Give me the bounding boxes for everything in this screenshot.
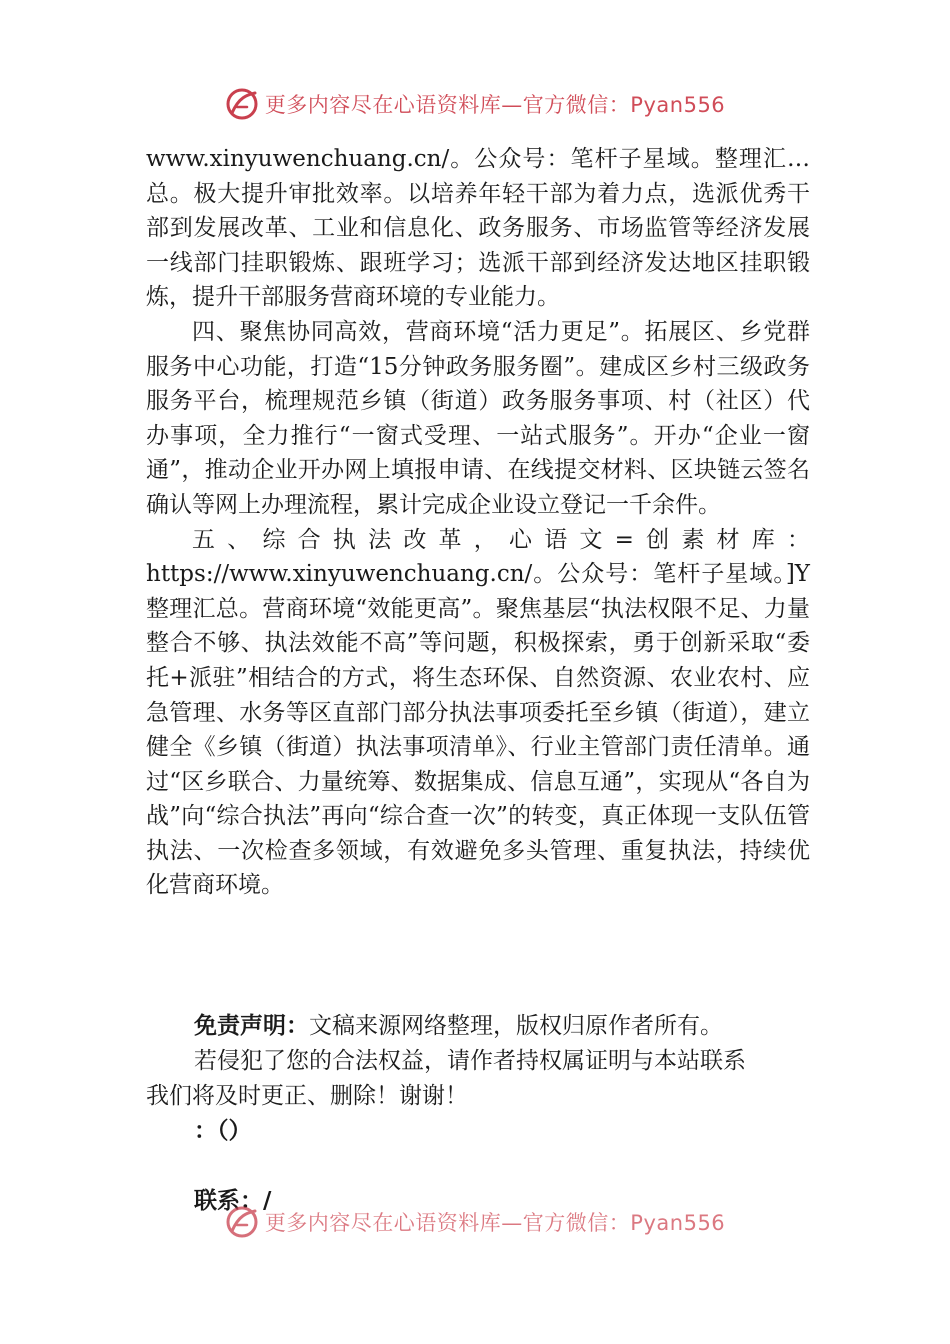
disclaimer-line-4: ：（） <box>194 1118 252 1144</box>
footer-watermark-banner <box>0 1202 950 1242</box>
disclaimer-line-3: 我们将及时更正、删除！谢谢！ <box>146 1083 468 1109</box>
disclaimer-text: 文稿来源网络整理，版权归原作者所有。 <box>309 1013 723 1039</box>
paragraph-3: 五、综合执法改革，心语文=创素材库：https://www.xinyuwenchuang.cn/。公众号：笔杆子星域。]Y整理汇总。营商环境“效能更高”。聚焦基层“执法权限不足、力量整合不够、执法效能不高”等问题，积极探索，勇于创新采取“委托+派驻”相结合的方式，将生态环保、自然资源、农业农村、应急管理、水务等区直部门部分执法事项委托至乡镇（街道），建立健全《乡镇（街道）执法事项清单》、行业主管部门责任清单。通过“区乡联合、力量统筹、数据集成、信息互通”，实现从“各自为战”向“综合执法”再向“综合查一次”的转变，真正体现一支队伍管执法、一次检查多领域，有效避免多头管理、重复执法，持续优化营商环境。 <box>146 526 810 899</box>
disclaimer-label: 免责声明： <box>194 1013 309 1039</box>
paragraph-2: 四、聚焦协同高效，营商环境“活力更足”。拓展区、乡党群服务中心功能，打造“15分钟政务服务圈”。建成区乡村三级政务服务平台，梳理规范乡镇（街道）政务服务事项、村（社区）代办事项，全力推行“一窗式受理、一站式服务”。开办“企业一窗通”，推动企业开办网上填报申请、在线提交材料、区块链云签名确认等网上办理流程，累计完成企业设立登记一千余件。 <box>146 318 810 518</box>
brand-logo-icon <box>225 1205 259 1239</box>
document-body <box>146 142 810 903</box>
disclaimer-line-1 <box>146 1009 810 1044</box>
header-banner-text: 更多内容尽在心语资料库—官方微信：Pyan556 <box>264 93 726 117</box>
footer-banner-text: 更多内容尽在心语资料库—官方微信：Pyan556 <box>264 1211 726 1235</box>
contact-label: 联系：/ <box>194 1188 272 1214</box>
paragraph-1: www.xinyuwenchuang.cn/。公众号：笔杆子星域。整理汇…总。极大提升审批效率。以培养年轻干部为着力点，选派优秀干部到发展改革、工业和信息化、政务服务、市场监管等经济发展一线部门挂职锻炼、跟班学习；选派干部到经济发达地区挂职锻炼，提升干部服务营商环境的专业能力。 <box>146 146 810 311</box>
brand-logo-icon <box>225 87 259 121</box>
header-watermark-banner <box>0 84 950 124</box>
disclaimer-block <box>146 1009 810 1149</box>
disclaimer-line-2: 若侵犯了您的合法权益，请作者持权属证明与本站联系 <box>194 1048 746 1074</box>
